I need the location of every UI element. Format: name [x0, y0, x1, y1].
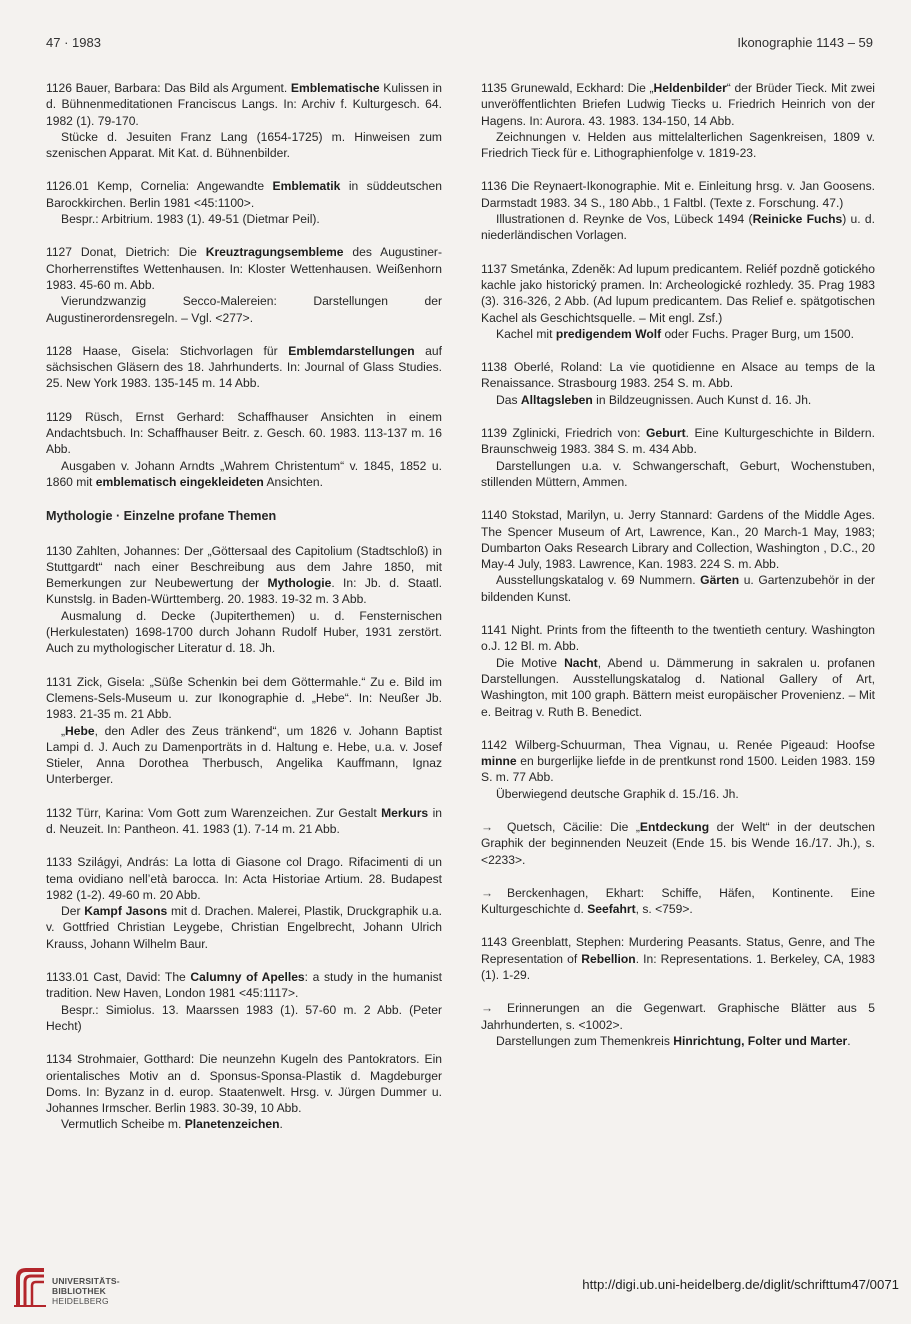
annotation-text: Illustrationen d. Reynke de Vos, Lübeck 1494 (: [496, 212, 753, 227]
entry-text: Die Reynaert-Ikonographie. Mit e. Einleitung hrsg. v. Jan Goosens. Darmstadt 1983. 34 S., 180 Abb., 1 Faltbl. (Texte z. Forschung. 47.): [481, 179, 875, 210]
entry-1138: [481, 359, 875, 408]
entry-text: Szilágyi, András: La lotta di Giasone col Drago. Rifacimenti di un tema ovidiano nell’età barocca. In: Acta Historiae Artium. 28. Budapest 1982 (1-2). 49-60 m. 20 Abb.: [46, 855, 442, 902]
cross-reference-quetsch: [481, 819, 875, 868]
library-name-line: HEIDELBERG: [52, 1296, 109, 1306]
entry-annotation: [481, 326, 875, 342]
keyword: Emblemdarstellungen: [288, 343, 415, 358]
annotation-text: mit d. Drachen. Malerei, Plastik, Druckgraphik u.a. v. Gottfried Christian Leygebe, Christian Engelbrecht, Johann Ulrich Krauss, Johann Wilhelm Baur.: [46, 904, 442, 951]
entry-number: 1137: [481, 261, 508, 276]
keyword: Alltagsleben: [520, 392, 593, 407]
entry-number: 1126: [46, 81, 73, 95]
annotation-text: , den Adler des Zeus tränkend“, um 1826 v. Johann Baptist Lampi d. J. Auch zu Damenporträts in d. Haltung e. Hebe, u.a. v. Josef Stieler, Anna Dorothea Therbusch, Angelika Kauffmann, Ignaz Unterberger.: [46, 723, 442, 787]
entry-text: Bauer, Barbara: Das Bild als Argument.: [72, 81, 291, 95]
reference-text: Berckenhagen, Ekhart: Schiffe, Häfen, Kontinente. Eine Kulturgeschichte d.: [481, 885, 875, 917]
entry-text: . In: Jb. d. Staatl. Kunstslg. in Baden-Württemberg. 20. 1983. 19-32 m. 3 Abb.: [46, 576, 442, 607]
entry-annotation: [481, 211, 875, 244]
annotation-text: Ausstellungskatalog v. 69 Nummern.: [496, 573, 701, 588]
arrow-right-icon: →: [481, 819, 494, 834]
entry-1143: [481, 934, 875, 983]
entry-1140: [481, 507, 875, 605]
entry-annotation: Zeichnungen v. Helden aus mittelalterlichen Sagenkreisen, 1809 v. Friedrich Tieck für e. Lithographienfolge v. 1819-23.: [481, 129, 875, 161]
entry-1130: [46, 543, 442, 657]
entry-number: 1129: [46, 409, 73, 424]
keyword: Hebe: [65, 723, 95, 738]
keyword: Merkurs: [381, 805, 429, 820]
entry-text: auf sächsischen Gläsern des 18. Jahrhunderts. In: Journal of Glass Studies. 25. New York 1983. 135-145 m. 14 Abb.: [46, 343, 442, 391]
arrow-right-icon: →: [481, 885, 494, 900]
entry-1139: [481, 425, 875, 490]
annotation-text: Kachel mit: [496, 326, 556, 341]
keyword: Gärten: [700, 573, 740, 588]
entry-text: . Eine Kulturgeschichte in Bildern. Braunschweig 1983. 384 S. m. 434 Abb.: [481, 426, 875, 457]
keyword: emblematisch eingekleideten: [95, 474, 264, 489]
keyword: Reinicke Fuchs: [752, 212, 843, 227]
entry-1142: [481, 737, 875, 802]
header-volume-year: 47 · 1983: [46, 35, 101, 50]
entry-text: “ der Brüder Tieck. Mit zwei unveröffentlichten Briefen Ludwig Tiecks u. Friedrich Heinrich von der Hagens. In: Aurora. 43. 1983. 134-150, 14 Abb.: [481, 81, 875, 128]
annotation-text: ) u. d. niederländischen Vorlagen.: [481, 212, 875, 243]
entry-text: Smetánka, Zdeněk: Ad lupum predicantem. Reliéf pozdně gotického kachle jako historický pramen. In: Archeologické rozhledy. 35. Prag 1983 (3). 316-326, 2 Abb. (Ad lupum predicantem. Das Relief e. spätgotischen Kachel als Geschichtsquelle. – Mit engl. Zsf.): [481, 261, 875, 325]
entry-annotation: Vierundzwanzig Secco-Malereien: Darstellungen der Augustinerordensregeln. – Vgl. <277>.: [46, 294, 442, 325]
annotation-text: Vermutlich Scheibe m.: [61, 1117, 185, 1132]
entry-number: 1143: [481, 935, 508, 950]
entry-number: 1134: [46, 1052, 73, 1067]
entry-number: 1136: [481, 179, 508, 194]
entry-text: Haase, Gisela: Stichvorlagen für: [72, 343, 289, 358]
keyword: Geburt: [645, 426, 686, 441]
annotation-text: Ausgaben v. Johann Arndts „Wahrem Christentum“ v. 1845, 1852 u. 1860 mit: [46, 458, 442, 489]
keyword: Nacht: [564, 655, 598, 670]
entry-text: Strohmaier, Gotthard: Die neunzehn Kugeln des Pantokrators. Ein orientalisches Motiv an d. Sponsus-Sponsa-Plastik d. Magdeburger Doms. In: Byzanz in d. europ. Staatenwelt. Hrsg. v. Jürgen Dummer u. Johannes Irmscher. Berlin 1983. 30-39, 10 Abb.: [46, 1052, 442, 1116]
entry-text: Kulissen in d. Bühnenmeditationen Franciscus Langs. In: Archiv f. Kulturgesch. 64. 1982 (1). 79-170.: [46, 81, 442, 128]
entry-annotation: [46, 723, 442, 788]
entry-text: Türr, Karina: Vom Gott zum Warenzeichen. Zur Gestalt: [72, 805, 382, 820]
entry-text: in süddeutschen Barockkirchen. Berlin 1981 <45:1100>.: [46, 179, 442, 210]
keyword: Emblematik: [272, 179, 341, 194]
source-url-link[interactable]: http://digi.ub.uni-heidelberg.de/diglit/schrifttum47/0071: [582, 1277, 899, 1292]
entry-1141: [481, 622, 875, 720]
entry-text: Grunewald, Eckhard: Die „: [507, 81, 654, 95]
keyword: Hinrichtung, Folter und Marter: [673, 1033, 848, 1048]
header-section-page: Ikonographie 1143 – 59: [737, 35, 873, 50]
entry-1131: [46, 674, 442, 788]
entry-number: 1133.01: [46, 970, 89, 985]
entry-text: in d. Neuzeit. In: Pantheon. 41. 1983 (1). 7-14 m. 21 Abb.: [46, 805, 442, 836]
entry-text: Greenblatt, Stephen: Murdering Peasants. Status, Genre, and The Representation of: [481, 935, 875, 966]
keyword: Entdeckung: [639, 819, 710, 834]
entry-annotation: Überwiegend deutsche Graphik d. 15./16. Jh.: [496, 786, 739, 801]
entry-text: Kemp, Cornelia: Angewandte: [88, 179, 273, 194]
keyword: Seefahrt: [587, 902, 636, 917]
library-logo-icon: [10, 1266, 50, 1310]
entry-number: 1142: [481, 737, 508, 752]
annotation-text: Darstellungen zum Themenkreis: [496, 1033, 674, 1048]
entry-annotation: Ausmalung d. Decke (Jupiterthemen) u. d. Fensternischen (Herkulestaten) 1698-1700 durch Johann Rudolf Huber, 1931 zerstört. Auch zu mythologischer Literatur d. 18. Jh.: [46, 608, 442, 656]
entry-1137: [481, 261, 875, 342]
reference-text: Erinnerungen an die Gegenwart. Graphische Blätter aus 5 Jahrhunderten, s. <1002>.: [481, 1001, 875, 1032]
keyword: Mythologie: [267, 576, 332, 591]
annotation-text: Der: [61, 904, 85, 919]
keyword: Rebellion: [581, 951, 636, 966]
annotation-text: in Bildzeugnissen. Auch Kunst d. 16. Jh.: [592, 392, 812, 407]
entry-1129: [46, 409, 442, 490]
reference-text: Quetsch, Cäcilie: Die „: [507, 819, 640, 834]
library-name-line: UNIVERSITÄTS-: [52, 1276, 120, 1286]
entry-number: 1141: [481, 623, 508, 638]
right-column: [481, 80, 875, 1066]
entry-number: 1126.01: [46, 179, 89, 194]
entry-annotation: [46, 458, 442, 491]
keyword: minne: [481, 754, 517, 769]
entry-number: 1140: [481, 508, 508, 523]
annotation-text: Ansichten.: [263, 474, 323, 489]
entry-text: Oberlé, Roland: La vie quotidienne en Alsace au temps de la Renaissance. Strasbourg 1983. 254 S. m. Abb.: [481, 360, 875, 391]
entry-annotation: Bespr.: Arbitrium. 1983 (1). 49-51 (Dietmar Peil).: [61, 212, 320, 227]
entry-text: Donat, Dietrich: Die: [72, 245, 206, 260]
library-name-line: BIBLIOTHEK: [52, 1286, 106, 1296]
keyword: Planetenzeichen: [184, 1117, 280, 1132]
entry-1126-01: [46, 178, 442, 227]
entry-1134: [46, 1051, 442, 1132]
entry-number: 1128: [46, 343, 73, 358]
arrow-right-icon: →: [481, 1001, 494, 1016]
entry-annotation: [46, 903, 442, 952]
entry-annotation: Bespr.: Simiolus. 13. Maarssen 1983 (1). 57-60 m. 2 Abb. (Peter Hecht): [46, 1002, 442, 1033]
entry-number: 1138: [481, 360, 508, 375]
entry-number: 1135: [481, 81, 508, 95]
keyword: Kreuztragungsembleme: [205, 245, 344, 260]
entry-annotation: [46, 1116, 442, 1132]
digitization-footer: [0, 1262, 911, 1324]
entry-1127: [46, 244, 442, 325]
entry-1133-01: [46, 969, 442, 1034]
entry-text: des Augustiner-Chorherrenstiftes Wettenhausen. In: Kloster Wettenhausen. Weißenhorn 1983. 45-60 m. Abb.: [46, 245, 442, 292]
entry-number: 1132: [46, 805, 73, 820]
entry-1133: [46, 854, 442, 952]
entry-1132: [46, 805, 442, 838]
entry-text: Cast, David: The: [88, 970, 191, 985]
entry-number: 1130: [46, 543, 73, 558]
keyword: Kampf Jasons: [84, 904, 168, 919]
entry-1136: [481, 178, 875, 243]
entry-annotation: [481, 655, 875, 720]
annotation-text: Die Motive: [496, 655, 565, 670]
entry-1128: [46, 343, 442, 392]
keyword: Calumny of Apelles: [190, 970, 305, 985]
reference-text: , s. <759>.: [635, 902, 693, 917]
entry-number: 1131: [46, 674, 73, 689]
entry-number: 1139: [481, 426, 508, 441]
entry-annotation: [481, 392, 875, 408]
entry-text: Stokstad, Marilyn, u. Jerry Stannard: Gardens of the Middle Ages. The Spencer Museum of Art, Lawrence, Kan., 20 March-1 May, 1983; Dumbarton Oaks Research Library and Collection, Washington , D.C., 20 May-4 July, 1983. Lawrence, Kan. 1983. 224 S. m. Abb.: [481, 508, 875, 572]
keyword: Emblematische: [290, 81, 380, 95]
section-heading: Mythologie · Einzelne profane Themen: [46, 509, 277, 524]
entry-text: Zahlten, Johannes: Der „Göttersaal des Capitolium (Stadtschloß) in Stuttgardt“ nach einer Beschreibung aus dem Jahre 1850, mit Bemerkungen zur Neubewertung der: [46, 543, 442, 591]
entry-text: en burgerlijke liefde in de prentkunst rond 1500. Leiden 1983. 159 S. m. 77 Abb.: [481, 754, 875, 785]
entry-text: . In: Representations. 1. Berkeley, CA, 1983 (1). 1-29.: [481, 951, 875, 983]
annotation-text: Das: [496, 392, 521, 407]
keyword: Heldenbilder: [653, 81, 727, 95]
entry-annotation: Stücke d. Jesuiten Franz Lang (1654-1725) m. Hinweisen zum szenischen Apparat. Mit Kat. d. Bühnenbilder.: [46, 129, 442, 161]
library-name: [52, 1276, 120, 1306]
entry-text: Night. Prints from the fifteenth to the twentieth century. Washington o.J. 12 Bl. m. Abb.: [481, 623, 875, 654]
entry-text: Wilberg-Schuurman, Thea Vignau, u. Renée Pigeaud: Hoofse: [507, 737, 875, 752]
entry-number: 1127: [46, 245, 73, 260]
entry-annotation: [481, 1033, 875, 1049]
entry-1126: [46, 80, 442, 161]
entry-1135: [481, 80, 875, 161]
entry-text: : a study in the humanist tradition. New Haven, London 1981 <45:1117>.: [46, 970, 442, 1001]
entry-text: Zick, Gisela: „Süße Schenkin bei dem Göttermahle.“ Zu e. Bild im Clemens-Sels-Museum u. zur Ikonographie d. „Hebe“. In: Neußer Jb. 1983. 21-35 m. 21 Abb.: [46, 674, 442, 722]
entry-number: 1133: [46, 855, 73, 870]
reference-text: der Welt“ in der deutschen Graphik der beginnenden Neuzeit (Ende 15. bis Wende 16./17. Jh.), s. <2233>.: [481, 819, 875, 867]
annotation-text: .: [847, 1033, 851, 1048]
annotation-text: u. Gartenzubehör in der bildenden Kunst.: [481, 573, 875, 604]
cross-reference-berckenhagen: [481, 885, 875, 918]
entry-text: Rüsch, Ernst Gerhard: Schaffhauser Ansichten in einem Andachtsbuch. In: Schaffhauser Beitr. z. Gesch. 60. 1983. 113-137 m. 16 Abb.: [46, 409, 442, 457]
annotation-text: .: [279, 1117, 283, 1132]
annotation-text: „: [61, 723, 66, 738]
entry-text: Zglinicki, Friedrich von:: [507, 426, 646, 441]
entry-annotation: [481, 572, 875, 605]
annotation-text: , Abend u. Dämmerung in sakralen u. profanen Darstellungen. Ausstellungskatalog d. National Gallery of Art, Washington, mit 100 graph. Bättern meist europäischer Provenienz. – Mit e. Beitrag v. Ruth B. Benedict.: [481, 655, 875, 719]
keyword: predigendem Wolf: [555, 326, 662, 341]
cross-reference-erinnerungen: [481, 1000, 875, 1049]
entry-annotation: Darstellungen u.a. v. Schwangerschaft, Geburt, Wochenstuben, stillenden Müttern, Ammen.: [481, 458, 875, 489]
annotation-text: oder Fuchs. Prager Burg, um 1500.: [661, 326, 855, 341]
left-column: [46, 80, 442, 1150]
